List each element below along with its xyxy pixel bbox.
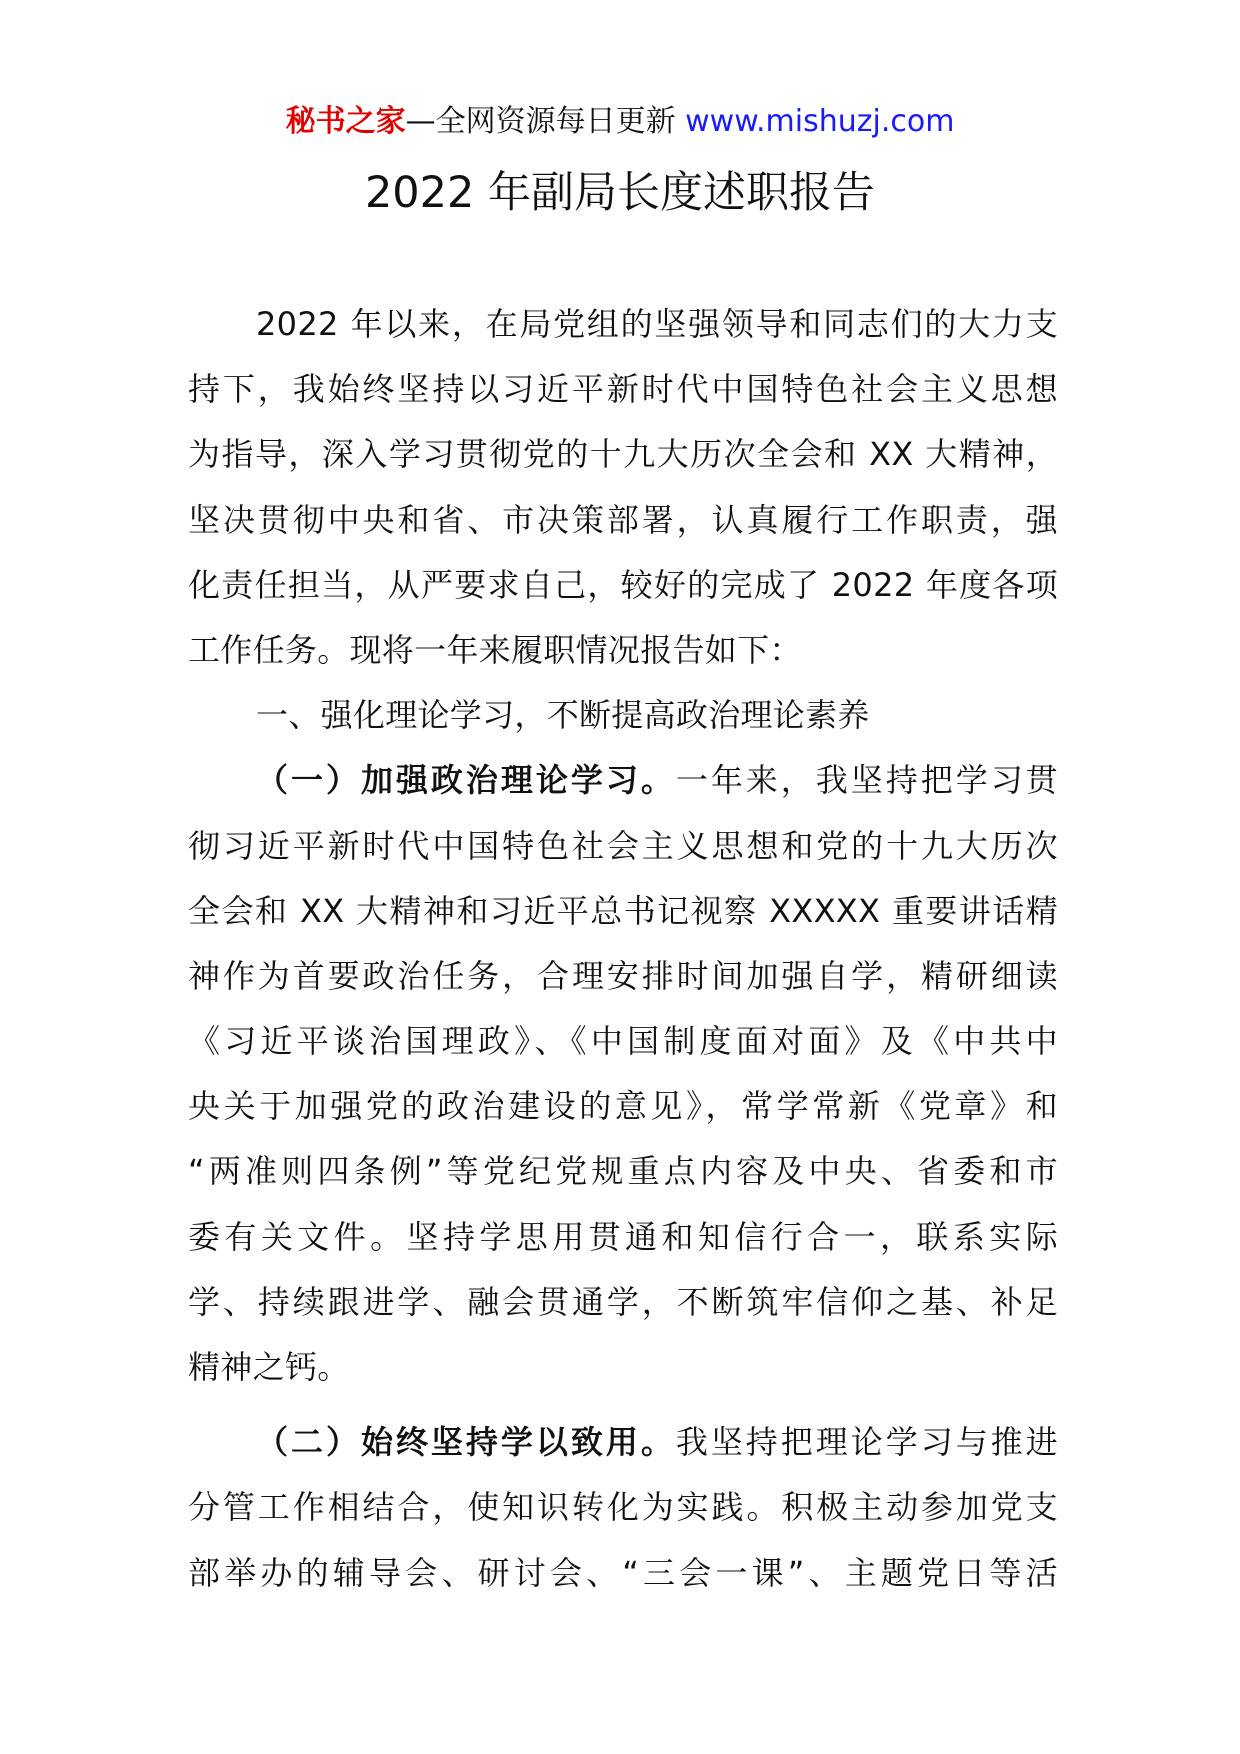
- paragraph-line: 分管工作相结合，使知识转化为实践。积极主动参加党支: [188, 1488, 1058, 1527]
- paragraph-line: 神作为首要政治任务，合理安排时间加强自学，精研细读: [188, 956, 1058, 995]
- paragraph-line: “两准则四条例”等党纪党规重点内容及中央、省委和市: [188, 1152, 1058, 1191]
- brand-name: 秘书之家: [285, 104, 406, 139]
- subsection-text: 我坚持把理论学习与推进: [675, 1423, 1058, 1462]
- site-url-link[interactable]: www.mishuzj.com: [685, 104, 955, 139]
- paragraph-line: 部举办的辅导会、研讨会、“三会一课”、主题党日等活: [188, 1553, 1058, 1592]
- paragraph-line: 坚决贯彻中央和省、市决策部署，认真履行工作职责，强: [188, 500, 1058, 539]
- subsection-line: [188, 748, 1058, 813]
- paragraph-line: 为指导，深入学习贯彻党的十九大历次全会和 XX 大精神，: [188, 435, 1058, 474]
- subsection-heading: （二）始终坚持学以致用。: [256, 1423, 676, 1462]
- paragraph-line: 持下，我始终坚持以习近平新时代中国特色社会主义思想: [188, 370, 1058, 409]
- paragraph-line: 工作任务。现将一年来履职情况报告如下：: [188, 630, 802, 669]
- paragraph-line: 2022 年以来，在局党组的坚强领导和同志们的大力支: [256, 305, 1058, 343]
- paragraph-line: 彻习近平新时代中国特色社会主义思想和党的十九大历次: [188, 826, 1058, 865]
- paragraph-line: 委有关文件。坚持学思用贯通和知信行合一，联系实际: [188, 1217, 1058, 1256]
- paragraph-line: 《习近平谈治国理政》、《中国制度面对面》及《中共中: [188, 1022, 1058, 1061]
- header-tagline: —全网资源每日更新: [405, 104, 686, 139]
- paragraph-gap: [188, 1400, 1058, 1410]
- paragraph-line: 化责任担当，从严要求自己，较好的完成了 2022 年度各项: [188, 565, 1058, 604]
- paragraph-line: 央关于加强党的政治建设的意见》，常学常新《党章》和: [188, 1087, 1058, 1126]
- subsection-text: 一年来，我坚持把学习贯: [675, 761, 1058, 800]
- site-header: [0, 100, 1240, 144]
- paragraph-line: 学、持续跟进学、融会贯通学，不断筑牢信仰之基、补足: [188, 1282, 1058, 1321]
- paragraph-line: 全会和 XX 大精神和习近平总书记视察 XXXXX 重要讲话精: [188, 891, 1058, 930]
- paragraph-line: 精神之钙。: [188, 1348, 350, 1386]
- document-title: 2022 年副局长度述职报告: [364, 168, 876, 218]
- section-heading: 一、强化理论学习，不断提高政治理论素养: [256, 696, 870, 735]
- subsection-line: [188, 1410, 1058, 1475]
- subsection-heading: （一）加强政治理论学习。: [256, 761, 676, 800]
- document-body: [188, 292, 1058, 1606]
